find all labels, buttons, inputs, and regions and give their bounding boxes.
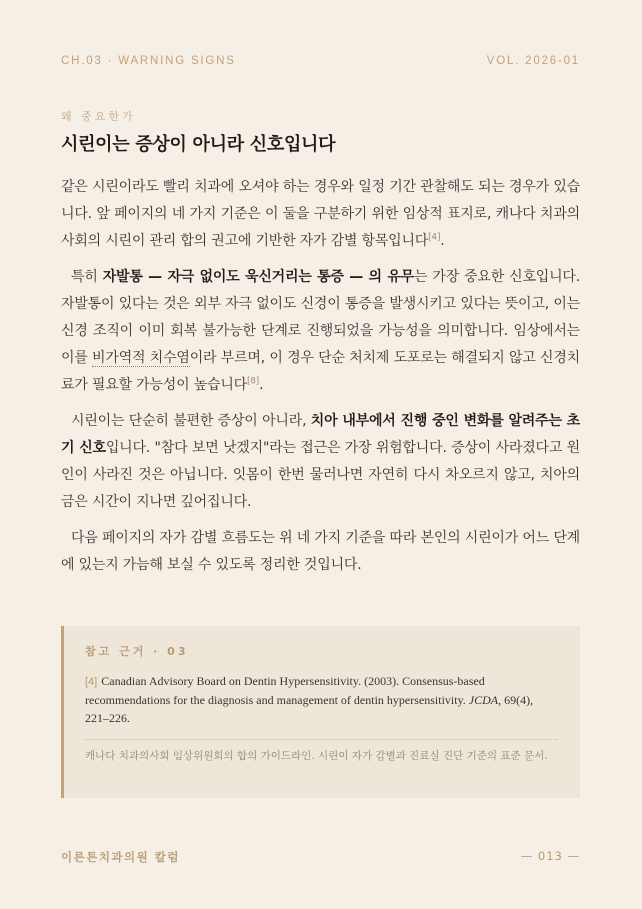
citation-8[interactable]: [8]	[246, 376, 260, 387]
page-number: — 013 —	[520, 849, 580, 863]
paragraph-4: 다음 페이지의 자가 감별 흐름도는 위 네 가지 기준을 따라 본인의 시린이가 어느 단계에 있는지 가늠해 보실 수 있도록 정리한 것입니다.	[61, 530, 580, 573]
paragraph-1-end: .	[440, 233, 445, 249]
reference-journal: JCDA	[468, 693, 499, 707]
paragraph-3-text-b: 입니다. "참다 보면 낫겠지"라는 접근은 가장 위험합니다. 증상이 사라졌다고 원인이 사라진 것은 아닙니다. 잇몸이 한번 물러나면 자연히 다시 차오르지 않고, 치아의 금은 시간이 지나면 깊어집니다.	[61, 440, 580, 510]
paragraph-2-text-c: 이라 부르며, 이 경우 단순 처치제 도포로는 해결되지 않고 신경치료가 필요할 가능성이 높습니다	[61, 350, 580, 393]
paragraph-2	[61, 264, 580, 399]
chapter-label: CH.03 · WARNING SIGNS	[61, 55, 236, 67]
reference-volume-pages: , 69(4), 221–226.	[85, 693, 534, 725]
references-box	[61, 626, 580, 798]
paragraph-2-text-b: 는 가장 중요한 신호입니다. 자발통이 있다는 것은 외부 자극 없이도 신경이 통증을 발생시키고 있다는 뜻이고, 이는 신경 조직이 이미 회복 불가능한 단계로 진행되었을 가능성을 의미합니다. 임상에서는 이를	[61, 269, 581, 366]
term-irreversible-pulpitis[interactable]: 비가역적 치수염	[92, 350, 190, 366]
running-header	[61, 55, 580, 67]
paragraph-2-end: .	[259, 377, 264, 393]
reference-divider	[85, 739, 558, 740]
running-footer	[61, 849, 580, 865]
document-page	[61, 0, 580, 909]
emphasis-early-signal: 치아 내부에서 진행 중인 변화를 알려주는 초기 신호	[61, 413, 580, 456]
reference-citation: Canadian Advisory Board on Dentin Hypersensitivity. (2003). Consensus-based recommendations for the diagnosis and management of dentin hypersensitivity.	[85, 674, 485, 707]
footer-brand: 이른튼치과의원 칼럼	[61, 850, 180, 864]
paragraph-3	[61, 408, 580, 516]
reference-number: [4]	[85, 676, 98, 688]
reference-note: 캐나다 치과의사회 임상위원회의 합의 가이드라인. 시린이 자가 감별과 진료실 진단 기준의 표준 문서.	[85, 750, 548, 762]
references-title: 참고 근거 · 03	[85, 645, 189, 658]
paragraph-1	[61, 174, 580, 255]
paragraph-2-text-a: 특히	[71, 269, 103, 285]
citation-4[interactable]: [4]	[428, 232, 441, 243]
section-kicker: 왜 중요한가	[61, 110, 136, 123]
volume-label: VOL. 2026-01	[486, 55, 580, 67]
paragraph-3-text-a: 시린이는 단순히 불편한 증상이 아니라,	[71, 413, 311, 429]
paragraph-1-text: 같은 시린이라도 빨리 치과에 오셔야 하는 경우와 일정 기간 관찰해도 되는 경우가 있습니다. 앞 페이지의 네 가지 기준은 이 둘을 구분하기 위한 임상적 표지로, 캐나다 치과의사회의 시린이 관리 합의 권고에 기반한 자가 감별 항목입니다	[61, 179, 580, 249]
emphasis-spontaneous-pain: 자발통 — 자극 없이도 욱신거리는 통증 — 의 유무	[102, 269, 415, 285]
reference-entry	[85, 672, 558, 727]
article-body	[61, 174, 580, 588]
section-title: 시린이는 증상이 아니라 신호입니다	[61, 134, 336, 155]
